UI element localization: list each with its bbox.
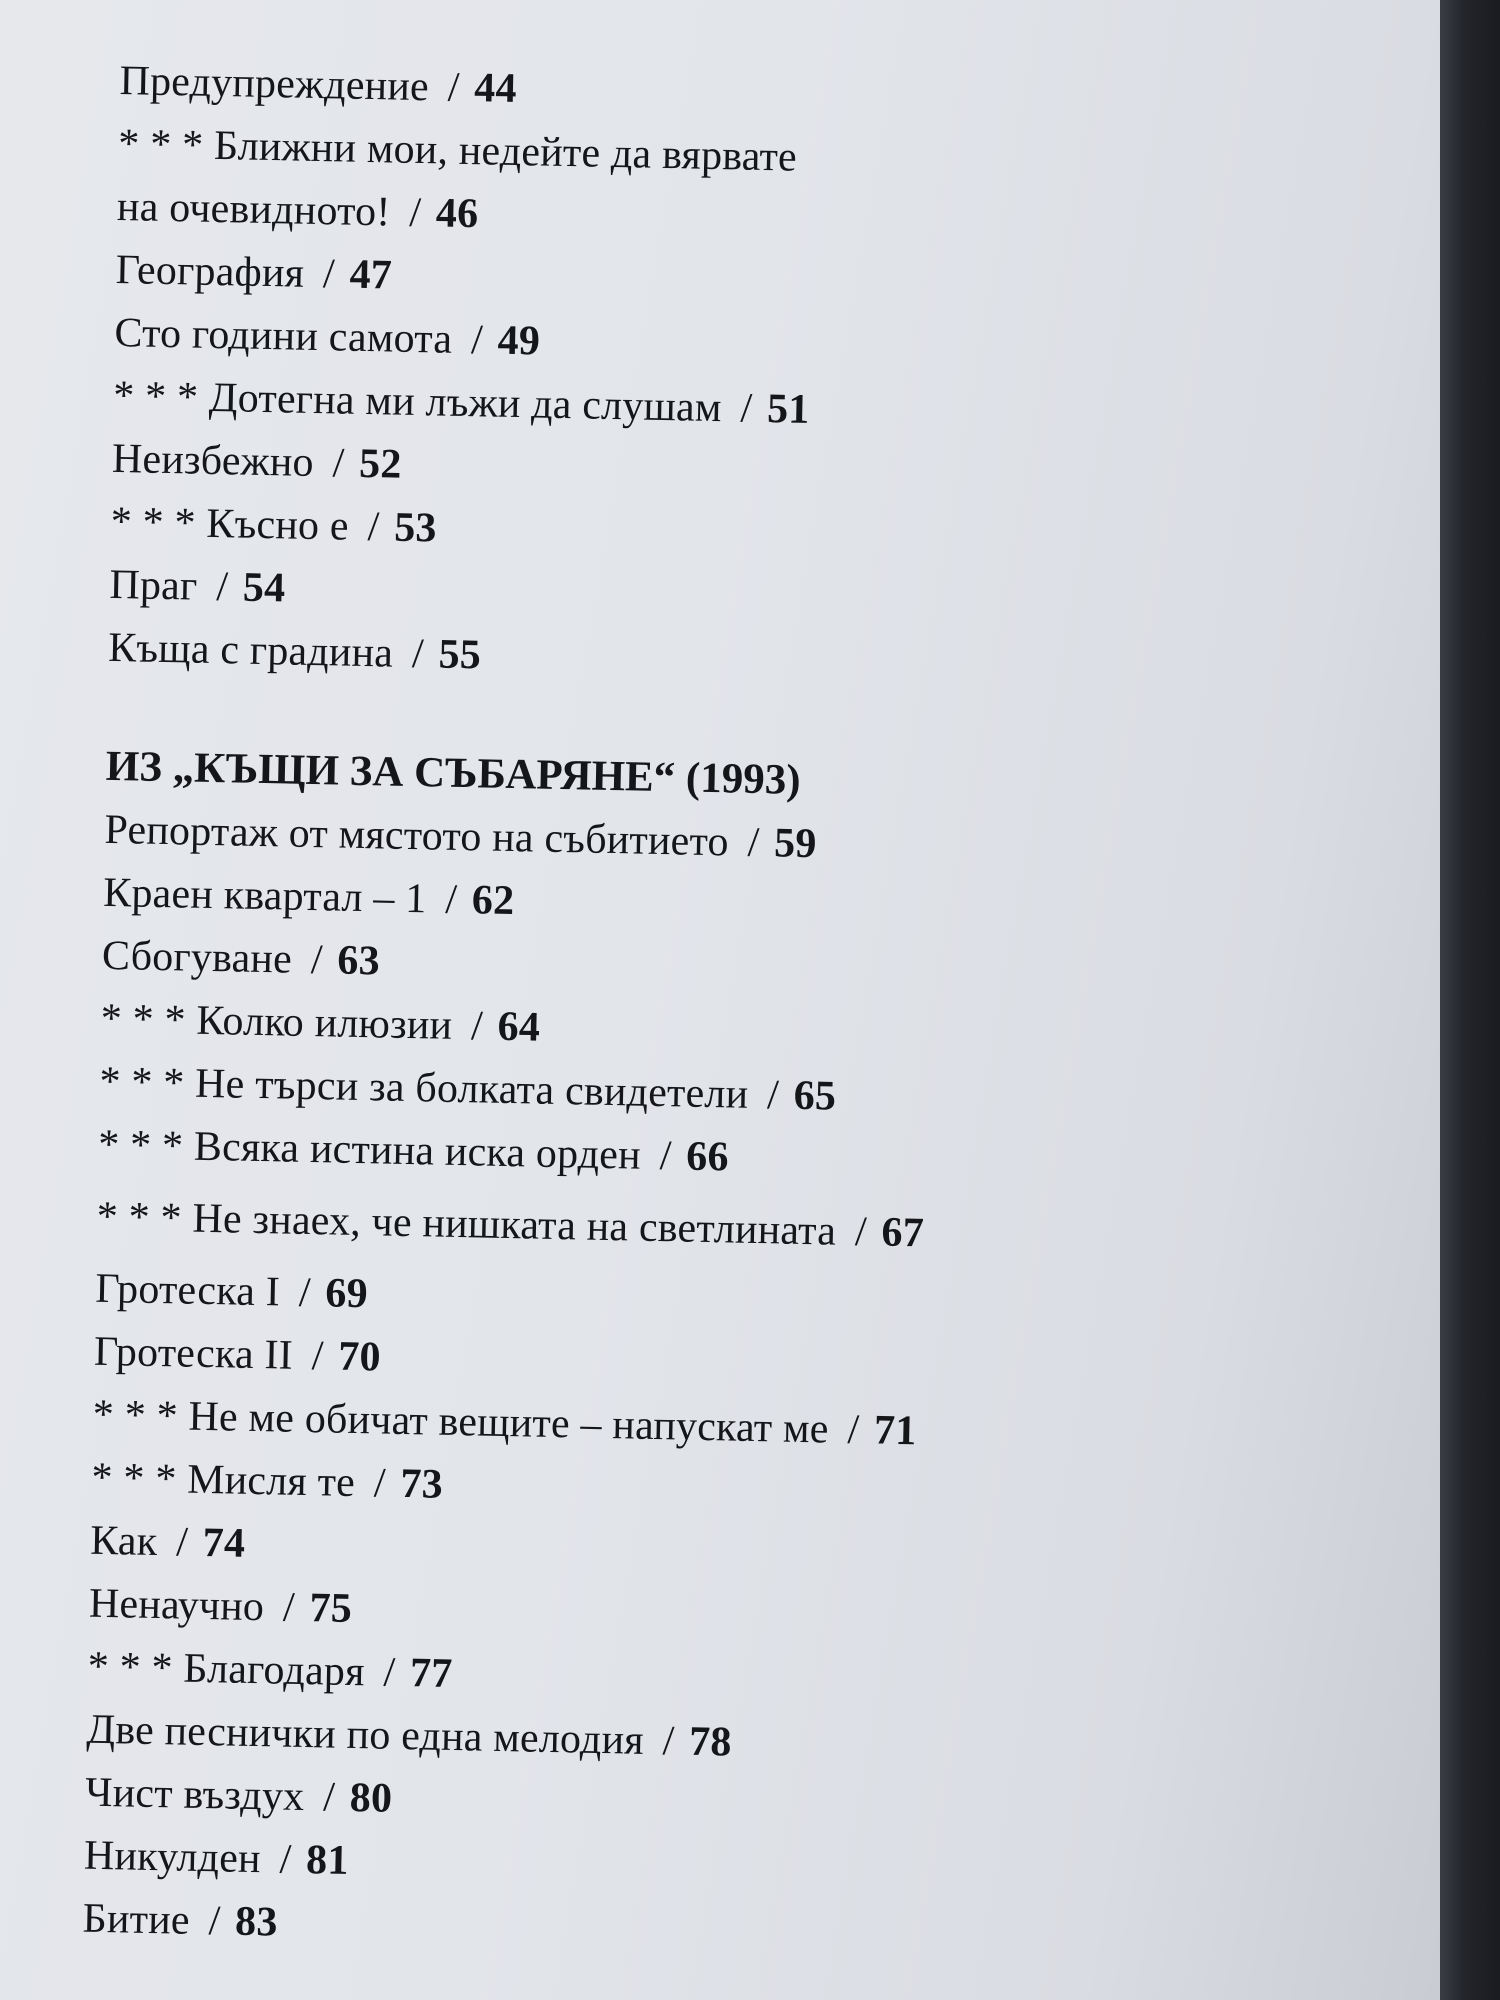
toc-entry-page-number: 54	[242, 564, 286, 612]
toc-entry-title: * * * Ближни мои, недейте да вярвате	[117, 120, 798, 181]
toc-entry-title: Две песнички по една мелодия	[86, 1706, 645, 1764]
toc-entry-page-number: 74	[202, 1519, 246, 1567]
toc-entry-title: Предупреждение	[119, 58, 430, 111]
toc-entry-page-number: 75	[309, 1585, 353, 1632]
toc-entry-separator: /	[470, 1003, 484, 1050]
toc-entry-page-number: 49	[497, 317, 541, 365]
toc-entry-separator: /	[662, 1718, 676, 1765]
section-heading: ИЗ „КЪЩИ ЗА СЪБАРЯНЕ“ (1993)	[105, 742, 802, 804]
toc-entry-title: Къща с градина	[107, 624, 394, 677]
toc-entry-title: * * * Не знаех, че нишката на светлината	[96, 1193, 837, 1255]
table-of-contents	[82, 60, 1380, 1986]
toc-entry-title: Неизбежно	[111, 435, 315, 486]
toc-entry-separator: /	[282, 1584, 296, 1631]
toc-entry-title: Сто години самота	[114, 309, 453, 363]
toc-entry-separator: /	[298, 1269, 312, 1317]
toc-entry-title: Чист въздух	[84, 1769, 305, 1821]
toc-entry-separator: /	[373, 1460, 387, 1507]
toc-entry-title: Ненаучно	[88, 1580, 265, 1631]
toc-entry-title: Гротеска I	[94, 1265, 281, 1316]
toc-entry-title: на очевидното!	[116, 183, 391, 236]
toc-entry-page-number: 59	[773, 820, 818, 868]
toc-entry-title: * * * Всяка истина иска орден	[97, 1121, 642, 1179]
toc-entry-separator: /	[854, 1208, 868, 1256]
toc-entry-title: Никулден	[83, 1832, 262, 1883]
toc-entry-title: * * * Не търси за болката свидетели	[99, 1058, 749, 1118]
toc-entry-title: Праг	[109, 561, 198, 610]
toc-entry-page-number: 71	[873, 1407, 917, 1455]
toc-entry-title: * * * Мисля те	[91, 1454, 356, 1506]
toc-entry-separator: /	[332, 440, 345, 487]
toc-entry-title: Гротеска II	[93, 1328, 294, 1379]
toc-entry-separator: /	[215, 564, 229, 611]
toc-list-bottom	[82, 806, 1365, 1986]
toc-list-top	[107, 60, 1379, 715]
toc-entry-page-number: 64	[497, 1003, 541, 1051]
toc-entry-page-number: 73	[400, 1460, 444, 1508]
toc-entry-page-number: 55	[438, 631, 482, 679]
toc-entry-page-number: 81	[305, 1837, 350, 1884]
toc-entry-page-number: 66	[685, 1133, 730, 1181]
toc-entry-title: Как	[89, 1517, 158, 1566]
toc-entry-separator: /	[740, 385, 753, 432]
toc-entry-page-number: 70	[337, 1333, 382, 1381]
toc-entry-separator: /	[175, 1519, 189, 1566]
toc-entry-title: * * * Късно е	[110, 498, 350, 550]
toc-entry-separator: /	[411, 630, 425, 678]
toc-entry-separator: /	[322, 1774, 336, 1821]
toc-entry-separator: /	[279, 1836, 292, 1883]
toc-entry-separator: /	[208, 1898, 221, 1945]
toc-entry-separator: /	[659, 1133, 673, 1180]
toc-entry-page-number: 80	[349, 1774, 393, 1822]
toc-entry-page-number: 46	[435, 190, 479, 238]
toc-entry-page-number: 53	[393, 504, 438, 552]
toc-entry-separator: /	[447, 64, 461, 111]
toc-entry-page-number: 83	[234, 1898, 279, 1946]
toc-entry-page-number: 69	[324, 1270, 369, 1318]
toc-entry-title: География	[115, 246, 305, 297]
toc-entry-separator: /	[847, 1406, 860, 1454]
toc-entry-separator: /	[311, 1333, 325, 1380]
toc-entry-separator: /	[408, 189, 422, 237]
toc-entry-page-number: 65	[793, 1072, 837, 1120]
toc-entry-title: * * * Дотегна ми лъжи да слушам	[112, 372, 723, 432]
toc-entry-separator: /	[444, 876, 458, 923]
toc-entry-page-number: 77	[409, 1650, 453, 1697]
toc-entry-separator: /	[747, 819, 760, 866]
toc-entry-title: Репортаж от мястото на събитието	[104, 806, 730, 866]
toc-entry-title: Битие	[82, 1895, 191, 1944]
toc-entry-page-number: 52	[358, 440, 403, 488]
toc-entry-separator: /	[383, 1649, 396, 1696]
toc-entry-page-number: 62	[471, 877, 515, 925]
toc-entry-title: * * * Не ме обичат вещите – напускат ме	[92, 1391, 830, 1453]
toc-entry-separator: /	[470, 317, 484, 364]
toc-entry-separator: /	[367, 504, 380, 551]
toc-entry-page-number: 67	[881, 1209, 925, 1257]
toc-entry-page-number: 78	[688, 1718, 733, 1766]
page-edge-shadow	[1440, 0, 1500, 2000]
toc-entry-separator: /	[310, 937, 324, 984]
toc-entry-page-number: 51	[766, 386, 810, 433]
toc-entry-title: Сбогуване	[101, 932, 293, 983]
toc-entry-separator: /	[322, 251, 336, 298]
toc-entry-page-number: 63	[336, 937, 381, 985]
toc-entry-title: * * * Благодаря	[87, 1643, 366, 1696]
toc-entry-title: Краен квартал – 1	[102, 869, 427, 923]
toc-entry-separator: /	[766, 1072, 780, 1119]
toc-entry-title: * * * Колко илюзии	[100, 995, 453, 1049]
toc-entry-page-number: 44	[473, 65, 518, 112]
toc-entry-page-number: 47	[349, 251, 393, 299]
